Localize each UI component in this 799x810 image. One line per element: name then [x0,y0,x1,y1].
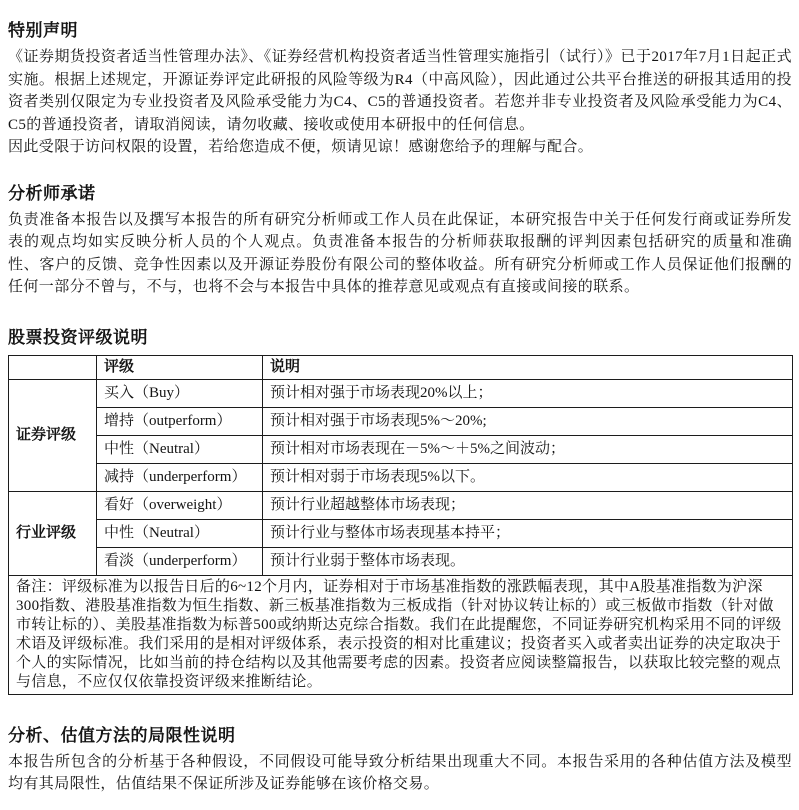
category-cell-industry: 行业评级 [9,491,97,575]
rating-cell: 看好（overweight） [97,491,263,519]
header-cell-description: 说明 [263,355,793,379]
rating-note-cell: 备注：评级标准为以报告日后的6~12个月内，证券相对于市场基准指数的涨跌幅表现，其中A股基准指数为沪深300指数、港股基准指数为恒生指数、新三板基准指数为三板成指（针对协议转让标的）或三板做市指数（针对做市转让标的）、美股基准指数为标普500或纳斯达克综合指数。我们在此提醒您，不同证券研究机构采用不同的评级术语及评级标准。我们采用的是相对评级体系，表示投资的相对比重建议；投资者买入或者卖出证券的决定取决于个人的实际情况，比如当前的持仓结构以及其他需要考虑的因素。投资者应阅读整篇报告，以获取比较完整的观点与信息，不应仅仅依靠投资评级来推断结论。 [9,575,793,694]
rating-explanation-heading: 股票投资评级说明 [8,327,148,347]
header-cell-rating: 评级 [97,355,263,379]
limitations-paragraph: 本报告所包含的分析基于各种假设，不同假设可能导致分析结果出现重大不同。本报告采用的各种估值方法及模型均有其局限性，估值结果不保证所涉及证券能够在该价格交易。 [8,753,792,792]
rating-cell: 增持（outperform） [97,407,263,435]
header-cell-empty [9,355,97,379]
special-statement-text-2: 因此受限于访问权限的设置，若给您造成不便，烦请见谅！感谢您给予的理解与配合。 [8,139,594,155]
section-limitations [8,725,792,796]
limitations-heading: 分析、估值方法的局限性说明 [8,725,236,745]
rating-cell: 中性（Neutral） [97,519,263,547]
description-cell: 预计相对强于市场表现20%以上； [263,379,793,407]
rating-table [8,355,793,695]
table-row [9,547,793,575]
analyst-commitment-paragraph: 负责准备本报告以及撰写本报告的所有研究分析师或工作人员在此保证，本研究报告中关于任何发行商或证券所发表的观点均如实反映分析人员的个人观点。负责准备本报告的分析师获取报酬的评判因素包括研究的质量和准确性、客户的反馈、竞争性因素以及开源证券股份有限公司的整体收益。所有研究分析师或工作人员保证他们报酬的任何一部分不曾与，不与，也将不会与本报告中具体的推荐意见或观点有直接或间接的联系。 [8,211,792,295]
description-cell: 预计相对弱于市场表现5%以下。 [263,463,793,491]
description-cell: 预计行业与整体市场表现基本持平； [263,519,793,547]
rating-table-header-row [9,355,793,379]
table-row [9,379,793,407]
rating-cell: 减持（underperform） [97,463,263,491]
rating-cell: 买入（Buy） [97,379,263,407]
description-cell: 预计相对强于市场表现5%～20%; [263,407,793,435]
description-cell: 预计行业超越整体市场表现； [263,491,793,519]
table-row [9,491,793,519]
table-row [9,435,793,463]
rating-cell: 中性（Neutral） [97,435,263,463]
description-cell: 预计相对市场表现在－5%～＋5%之间波动； [263,435,793,463]
table-row [9,519,793,547]
special-statement-heading: 特别声明 [8,21,78,40]
special-statement-paragraph [8,46,792,159]
category-cell-securities: 证券评级 [9,379,97,491]
table-row [9,463,793,491]
section-special-statement [8,20,792,159]
analyst-commitment-heading: 分析师承诺 [8,183,96,203]
table-row [9,407,793,435]
table-note-row [9,575,793,694]
section-analyst-commitment [8,183,792,299]
rating-cell: 看淡（underperform） [97,547,263,575]
section-rating-explanation [8,327,792,695]
description-cell: 预计行业弱于整体市场表现。 [263,547,793,575]
special-statement-text-1: 《证券期货投资者适当性管理办法》、《证券经营机构投资者适当性管理实施指引（试行）》已于2017年7月1日起正式实施。根据上述规定，开源证券评定此研报的风险等级为R4（中高风险），因此通过公共平台推送的研报其适用的投资者类别仅限定为专业投资者及风险承受能力为C4、C5的普通投资者。若您并非专业投资者及风险承受能力为C4、C5的普通投资者，请取消阅读，请勿收藏、接收或使用本研报中的任何信息。 [8,49,792,133]
